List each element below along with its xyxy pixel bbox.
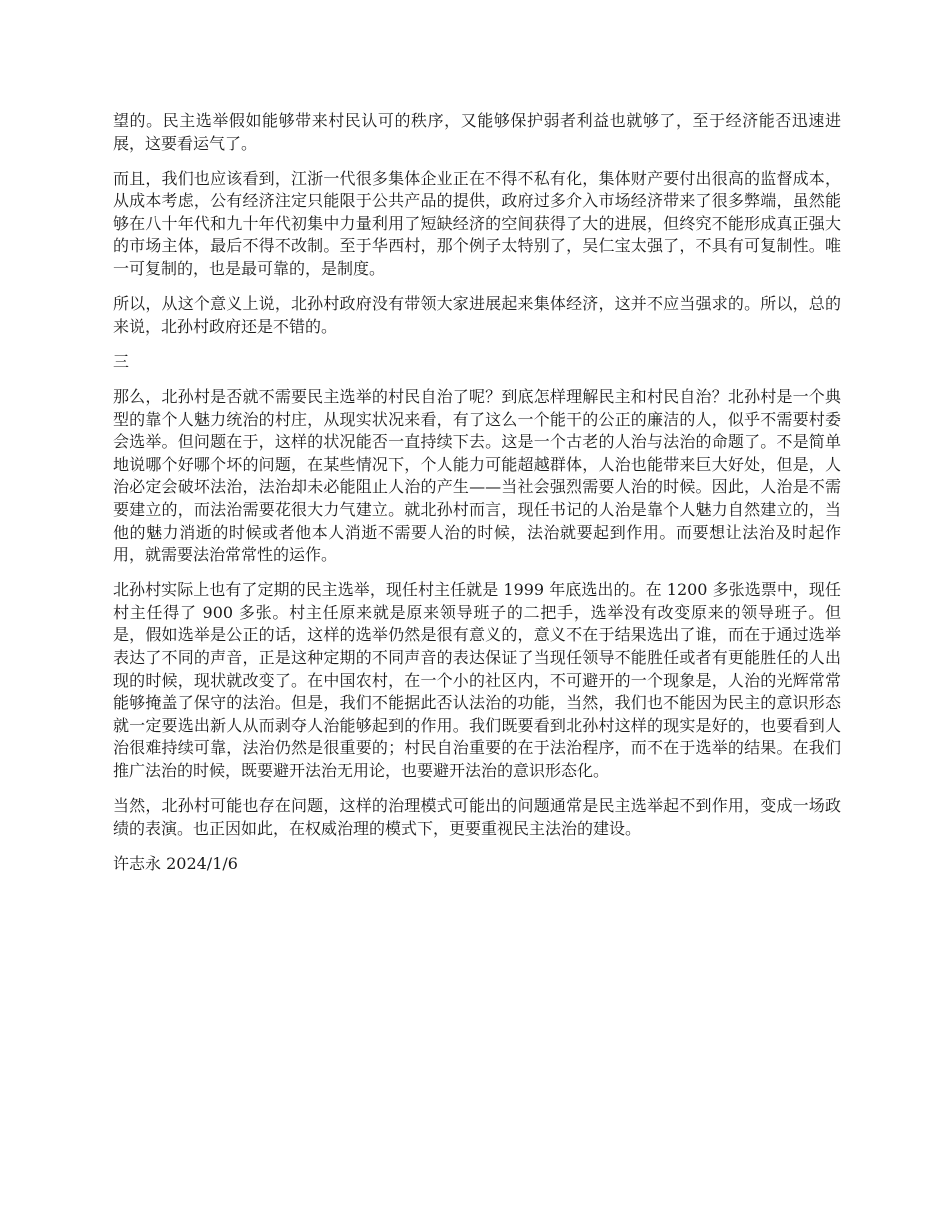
paragraph: 北孙村实际上也有了定期的民主选举，现任村主任就是 1999 年底选出的。在 1200 多张选票中，现任村主任得了 900 多张。村主任原来就是原来领导班子的二把手，选举没有改变原来的领导班子。但是，假如选举是公正的话，这样的选举仍然是很有意义的，意义不在于结果选出了谁，而在于通过选举表达了不同的声音，正是这种定期的不同声音的表达保证了当现任领导不能胜任或者有更能胜任的人出现的时候，现状就改变了。在中国农村，在一个小的社区内，不可避开的一个现象是，人治的光辉常常能够掩盖了保守的法治。但是，我们不能据此否认法治的功能，当然，我们也不能因为民主的意识形态就一定要选出新人从而剥夺人治能够起到的作用。我们既要看到北孙村这样的现实是好的，也要看到人治很难持续可靠，法治仍然是很重要的；村民自治重要的在于法治程序，而不在于选举的结果。在我们推广法治的时候，既要避开法治无用论，也要避开法治的意识形态化。: [113, 580, 841, 780]
section-heading: 三: [113, 351, 130, 371]
paragraph: 当然，北孙村可能也存在问题，这样的治理模式可能出的问题通常是民主选举起不到作用，变成一场政绩的表演。也正因如此，在权威治理的模式下，更要重视民主法治的建设。: [113, 796, 841, 838]
paragraph: 而且，我们也应该看到，江浙一代很多集体企业正在不得不私有化，集体财产要付出很高的监督成本，从成本考虑，公有经济注定只能限于公共产品的提供，政府过多介入市场经济带来了很多弊端，虽然能够在八十年代和九十年代初集中力量利用了短缺经济的空间获得了大的进展，但终究不能形成真正强大的市场主体，最后不得不改制。至于华西村，那个例子太特别了，吴仁宝太强了，不具有可复制性。唯一可复制的，也是最可靠的，是制度。: [113, 168, 841, 279]
author-signature: 许志永 2024/1/6: [113, 853, 238, 873]
paragraph: 所以，从这个意义上说，北孙村政府没有带领大家进展起来集体经济，这并不应当强求的。所以，总的来说，北孙村政府还是不错的。: [113, 294, 841, 336]
paragraph: 那么，北孙村是否就不需要民主选举的村民自治了呢？到底怎样理解民主和村民自治？北孙村是一个典型的靠个人魅力统治的村庄，从现实状况来看，有了这么一个能干的公正的廉洁的人，似乎不需要村委会选举。但问题在于，这样的状况能否一直持续下去。这是一个古老的人治与法治的命题了。不是简单地说哪个好哪个坏的问题，在某些情况下，个人能力可能超越群体，人治也能带来巨大好处，但是，人治必定会破坏法治，法治却未必能阻止人治的产生——当社会强烈需要人治的时候。因此，人治是不需要建立的，而法治需要花很大力气建立。就北孙村而言，现任书记的人治是靠个人魅力自然建立的，当他的魅力消逝的时候或者他本人消逝不需要人治的时候，法治就要起到作用。而要想让法治及时起作用，就需要法治常常性的运作。: [113, 386, 841, 565]
paragraph: 望的。民主选举假如能够带来村民认可的秩序，又能够保护弱者利益也就够了，至于经济能否迅速进展，这要看运气了。: [113, 111, 841, 153]
document-body: [113, 110, 841, 875]
